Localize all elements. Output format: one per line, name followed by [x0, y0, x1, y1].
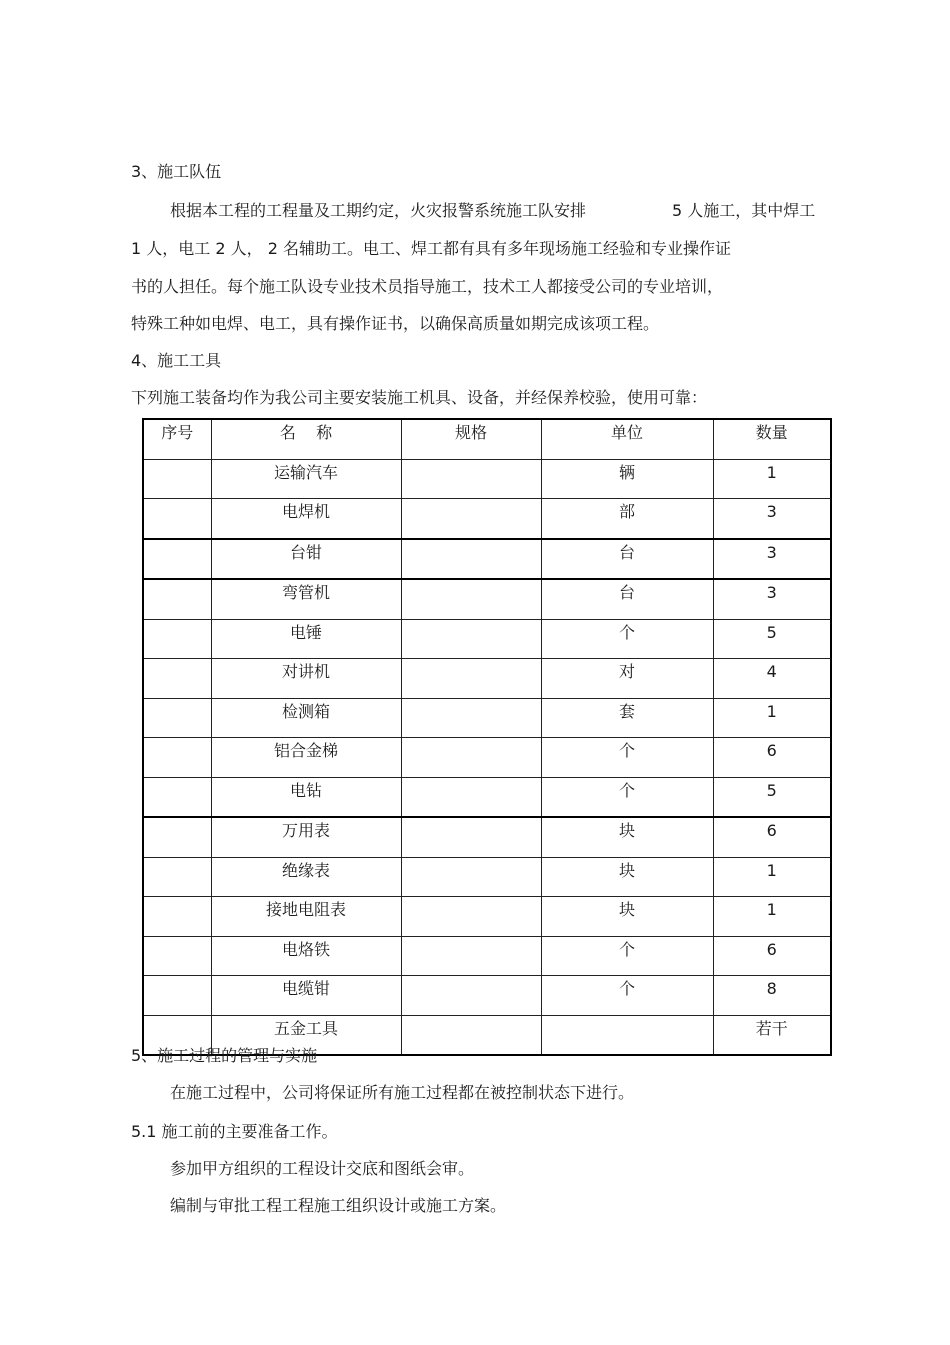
cell-name: 电焊机 — [211, 499, 401, 539]
table-row — [143, 936, 831, 976]
cell-qty: 1 — [713, 459, 831, 499]
cell-unit: 个 — [541, 936, 713, 976]
cell-unit: 个 — [541, 976, 713, 1016]
cell-unit: 台 — [541, 579, 713, 619]
paragraph-process: 在施工过程中，公司将保证所有施工过程都在被控制状态下进行。 — [170, 1083, 635, 1102]
cell-unit: 块 — [541, 817, 713, 857]
table-row — [143, 817, 831, 857]
cell-seq — [143, 817, 211, 857]
header-spec: 规格 — [401, 419, 541, 459]
cell-name: 万用表 — [211, 817, 401, 857]
paragraph-prep-1: 参加甲方组织的工程设计交底和图纸会审。 — [170, 1159, 475, 1178]
cell-name: 对讲机 — [211, 659, 401, 699]
cell-name: 绝缘表 — [211, 857, 401, 897]
cell-qty: 1 — [713, 897, 831, 937]
cell-qty: 若干 — [713, 1015, 831, 1055]
cell-seq — [143, 857, 211, 897]
paragraph-prep-2: 编制与审批工程工程施工组织设计或施工方案。 — [170, 1196, 507, 1215]
cell-qty: 3 — [713, 579, 831, 619]
table-row — [143, 857, 831, 897]
cell-spec — [401, 897, 541, 937]
cell-spec — [401, 817, 541, 857]
cell-qty: 3 — [713, 539, 831, 580]
cell-name: 运输汽车 — [211, 459, 401, 499]
cell-spec — [401, 936, 541, 976]
cell-qty: 6 — [713, 817, 831, 857]
cell-spec — [401, 539, 541, 580]
cell-unit: 对 — [541, 659, 713, 699]
paragraph-team-line-4: 特殊工种如电焊、电工，具有操作证书，以确保高质量如期完成该项工程。 — [131, 314, 660, 333]
cell-seq — [143, 659, 211, 699]
paragraph-team-line-3: 书的人担任。每个施工队设专业技术员指导施工，技术工人都接受公司的专业培训， — [131, 277, 724, 296]
table-row — [143, 738, 831, 778]
cell-unit — [541, 1015, 713, 1055]
section-5-heading: 5、施工过程的管理与实施 — [131, 1046, 318, 1065]
cell-unit: 个 — [541, 777, 713, 817]
paragraph-team-line-1a: 根据本工程的工程量及工期约定，火灾报警系统施工队安排 — [170, 201, 587, 220]
table-row — [143, 539, 831, 580]
cell-name: 五金工具 — [211, 1015, 401, 1055]
cell-name: 电缆钳 — [211, 976, 401, 1016]
cell-seq — [143, 579, 211, 619]
cell-spec — [401, 698, 541, 738]
table-row — [143, 976, 831, 1016]
table-row — [143, 619, 831, 659]
cell-spec — [401, 499, 541, 539]
cell-name: 台钳 — [211, 539, 401, 580]
table-row — [143, 777, 831, 817]
cell-seq — [143, 499, 211, 539]
cell-spec — [401, 579, 541, 619]
table-header-row — [143, 419, 831, 459]
cell-spec — [401, 1015, 541, 1055]
cell-unit: 套 — [541, 698, 713, 738]
cell-qty: 3 — [713, 499, 831, 539]
cell-seq — [143, 777, 211, 817]
cell-spec — [401, 619, 541, 659]
header-name: 名 称 — [211, 419, 401, 459]
cell-spec — [401, 738, 541, 778]
header-seq: 序号 — [143, 419, 211, 459]
cell-seq — [143, 539, 211, 580]
cell-name: 电烙铁 — [211, 936, 401, 976]
cell-seq — [143, 698, 211, 738]
paragraph-team-line-1b: 5 人施工，其中焊工 — [672, 201, 816, 220]
section-4-heading: 4、施工工具 — [131, 351, 222, 370]
cell-qty: 1 — [713, 698, 831, 738]
cell-qty: 8 — [713, 976, 831, 1016]
cell-name: 弯管机 — [211, 579, 401, 619]
cell-unit: 个 — [541, 738, 713, 778]
cell-unit: 个 — [541, 619, 713, 659]
cell-seq — [143, 897, 211, 937]
table-row — [143, 499, 831, 539]
cell-seq — [143, 619, 211, 659]
header-unit: 单位 — [541, 419, 713, 459]
cell-unit: 块 — [541, 897, 713, 937]
cell-spec — [401, 459, 541, 499]
cell-qty: 6 — [713, 936, 831, 976]
cell-unit: 台 — [541, 539, 713, 580]
table-row — [143, 897, 831, 937]
table-intro: 下列施工装备均作为我公司主要安装施工机具、设备，并经保养校验，使用可靠： — [131, 388, 708, 407]
cell-spec — [401, 857, 541, 897]
table-row — [143, 659, 831, 699]
cell-spec — [401, 777, 541, 817]
cell-name: 电钻 — [211, 777, 401, 817]
cell-name: 铝合金梯 — [211, 738, 401, 778]
cell-seq — [143, 738, 211, 778]
cell-seq — [143, 459, 211, 499]
cell-spec — [401, 976, 541, 1016]
table-row — [143, 698, 831, 738]
cell-seq — [143, 936, 211, 976]
cell-spec — [401, 659, 541, 699]
header-qty: 数量 — [713, 419, 831, 459]
table-row — [143, 579, 831, 619]
cell-unit: 部 — [541, 499, 713, 539]
cell-name: 接地电阻表 — [211, 897, 401, 937]
cell-qty: 4 — [713, 659, 831, 699]
cell-unit: 块 — [541, 857, 713, 897]
paragraph-team-line-2: 1 人，电工 2 人， 2 名辅助工。电工、焊工都有具有多年现场施工经验和专业操作证 — [131, 239, 731, 258]
cell-name: 电锤 — [211, 619, 401, 659]
section-5-1-heading: 5.1 施工前的主要准备工作。 — [131, 1122, 338, 1141]
cell-name: 检测箱 — [211, 698, 401, 738]
cell-unit: 辆 — [541, 459, 713, 499]
equipment-table — [142, 418, 832, 1056]
section-3-heading: 3、施工队伍 — [131, 162, 222, 181]
cell-qty: 5 — [713, 619, 831, 659]
cell-qty: 6 — [713, 738, 831, 778]
cell-seq — [143, 976, 211, 1016]
cell-qty: 5 — [713, 777, 831, 817]
table-row — [143, 459, 831, 499]
cell-qty: 1 — [713, 857, 831, 897]
